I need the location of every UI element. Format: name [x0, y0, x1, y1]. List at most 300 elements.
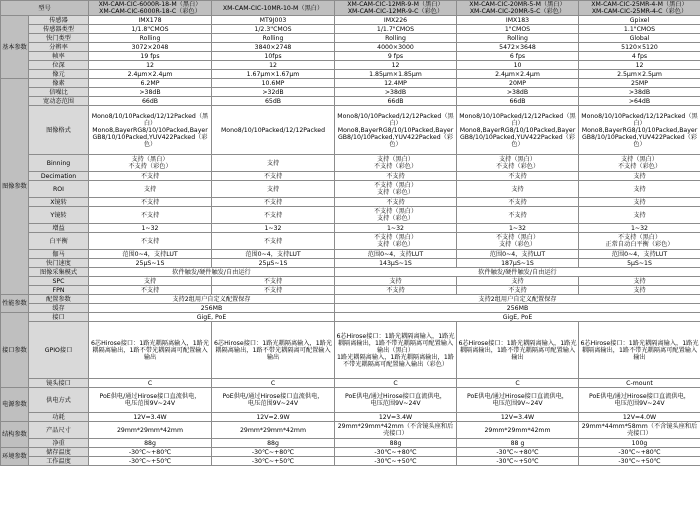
param-value-cell: [579, 439, 700, 448]
param-value-cell: [335, 439, 457, 448]
param-value-cell: [212, 88, 335, 97]
spec-row: [1, 388, 700, 413]
spec-row: [1, 181, 700, 198]
param-value: 电压范围9V~24V: [124, 400, 176, 407]
param-label: 帧率: [29, 52, 89, 61]
param-value-cell: [457, 413, 579, 422]
param-value-cell: [457, 106, 579, 155]
param-value: C: [393, 379, 398, 387]
param-value-cell: [89, 277, 212, 286]
param-label: FPN: [29, 286, 89, 295]
param-value: 88g: [267, 439, 279, 447]
param-value: 不支持: [140, 172, 160, 180]
param-value-cell: [457, 422, 579, 439]
param-value-cell: [335, 88, 457, 97]
model-header-cell: [212, 1, 335, 16]
param-value: PoE供电/通过Hirose接口直流供电，: [222, 393, 324, 400]
param-value: 6芯Hirose接口：1路光耦隔离输入，1路光耦隔离输出，1路不带光耦隔离可配置输入输出: [90, 339, 210, 361]
param-value: 支持: [633, 185, 646, 193]
param-value-cell: [579, 379, 700, 388]
spec-table-body: [1, 1, 700, 466]
param-value: 不支持（彩色）: [373, 163, 418, 170]
model-name: XM-CAM-CIC-6000R-18-M（黑白）: [98, 1, 202, 8]
param-value: IMX226: [383, 16, 408, 24]
param-label: 快门速度: [29, 259, 89, 268]
param-value: 10: [513, 61, 522, 69]
param-value-cell: [335, 97, 457, 106]
param-value: 支持: [511, 185, 524, 193]
param-value-cell: [212, 277, 335, 286]
param-value-cell: [335, 61, 457, 70]
param-value-cell: [579, 16, 700, 25]
param-value-cell: [212, 322, 335, 379]
param-value-cell: [335, 295, 700, 304]
param-value-cell: [457, 43, 579, 52]
param-value-cell: [457, 224, 579, 233]
param-value-cell: [457, 88, 579, 97]
model-header-label: 型号: [1, 1, 89, 16]
param-value: >38dB: [628, 88, 651, 96]
param-value: Mono8/10/10Packed/12/12Packed（黑白）: [581, 112, 698, 127]
param-value: 不支持（黑白）: [617, 234, 662, 241]
param-value: 29mm*44mm*58mm（不含镜头座和后壳接口）: [581, 423, 698, 437]
spec-row: [1, 250, 700, 259]
spec-row: [1, 286, 700, 295]
param-value-cell: [457, 259, 579, 268]
param-value: 19 fps: [140, 52, 160, 60]
param-value-cell: [89, 322, 212, 379]
param-value: 支持（黑白）: [498, 156, 537, 163]
param-label: X镜转: [29, 198, 89, 207]
param-value: PoE供电/通过Hirose接口直流供电，: [589, 393, 690, 400]
param-value: 1~32: [141, 224, 159, 232]
spec-row: [1, 259, 700, 268]
param-value-cell: [579, 413, 700, 422]
spec-row: [1, 304, 700, 313]
param-value-cell: [335, 259, 457, 268]
spec-row: [1, 16, 700, 25]
param-value: >38dB: [384, 88, 407, 96]
param-value: 不支持: [140, 286, 160, 294]
param-value-cell: [335, 224, 457, 233]
param-value-cell: [457, 388, 579, 413]
param-value: 1~32: [509, 224, 526, 232]
param-value: 66dB: [141, 97, 159, 105]
param-value-cell: [212, 106, 335, 155]
param-value: 65dB: [264, 97, 282, 105]
param-value: 不支持: [386, 198, 405, 206]
param-value-cell: [212, 61, 335, 70]
spec-row: [1, 422, 700, 439]
param-value: >64dB: [628, 97, 651, 105]
param-value: 6芯Hirose接口：1路光耦隔离输入，1路光耦隔离输出，1路不带光耦隔离可配置输入输出: [213, 339, 333, 361]
param-value: 不支持: [508, 211, 527, 219]
param-value: 1/1.7"CMOS: [376, 25, 415, 33]
section-category: 电源参数: [1, 388, 29, 422]
param-value: 12: [269, 61, 277, 69]
section-category: 环境参数: [1, 448, 29, 466]
param-value: -30℃~+50℃: [618, 457, 661, 465]
param-value-cell: [335, 304, 700, 313]
param-value-cell: [89, 313, 335, 322]
spec-row: [1, 70, 700, 79]
param-value-cell: [89, 43, 212, 52]
param-value: 不支持: [263, 277, 283, 285]
param-value: 支持: [633, 198, 646, 206]
param-label: 储存温度: [29, 448, 89, 457]
param-value-cell: [335, 379, 457, 388]
param-value: 支持: [266, 185, 280, 193]
param-value-cell: [579, 322, 700, 379]
spec-row: [1, 155, 700, 172]
spec-row: [1, 413, 700, 422]
param-value: PoE供电/通过Hirose接口直流供电，: [345, 393, 446, 400]
param-value: 1~32: [631, 224, 648, 232]
param-value-cell: [212, 224, 335, 233]
param-value-cell: [579, 106, 700, 155]
param-value: -30℃~+80℃: [251, 448, 295, 456]
param-value: 不支持（黑白）: [373, 208, 418, 215]
param-value: 1~32: [264, 224, 282, 232]
param-value: 支持（彩色）: [376, 215, 415, 222]
param-value-cell: [579, 277, 700, 286]
param-value-cell: [212, 448, 335, 457]
param-value-cell: [335, 277, 457, 286]
param-value-cell: [335, 198, 457, 207]
model-name: XM-CAM-CIC-25MR-4-C（彩色）: [591, 8, 688, 15]
param-value-cell: [457, 25, 579, 34]
param-value: MT9J003: [259, 16, 287, 24]
param-value-cell: [457, 277, 579, 286]
param-value: 不支持（黑白）: [373, 234, 418, 241]
param-value: >32dB: [262, 88, 284, 96]
param-value-cell: [579, 25, 700, 34]
param-value: Gpixel: [629, 16, 650, 24]
param-value: 1路光耦隔离输入，1路光耦隔离输出，1路不带光耦隔离可配置输入输出（彩色）: [337, 353, 454, 368]
param-label: 产品尺寸: [29, 422, 89, 439]
param-value-cell: [89, 224, 212, 233]
model-header-cell: [335, 1, 457, 16]
param-label: Y镜转: [29, 207, 89, 224]
param-value-cell: [212, 43, 335, 52]
param-value-cell: [579, 457, 700, 466]
model-name: XM-CAM-CIC-6000R-18-C（彩色）: [99, 8, 201, 15]
param-value-cell: [335, 181, 457, 198]
param-value: 25μS~1S: [258, 259, 288, 267]
spec-row: [1, 313, 700, 322]
model-header-cell: [89, 1, 212, 16]
param-value-cell: [335, 233, 457, 250]
param-value: 187μS~1S: [501, 259, 534, 267]
param-value: PoE供电/通过Hirose接口直流供电，: [99, 393, 201, 400]
param-value-cell: [335, 52, 457, 61]
param-value: 12V=2.9W: [256, 413, 290, 421]
param-value-cell: [212, 79, 335, 88]
param-value-cell: [579, 97, 700, 106]
param-value: GigE, PoE: [502, 313, 533, 321]
param-value: 1/2.3"CMOS: [254, 25, 292, 33]
param-value-cell: [212, 250, 335, 259]
param-value-cell: [335, 155, 457, 172]
param-value-cell: [212, 422, 335, 439]
param-value: >38dB: [506, 88, 529, 96]
param-value-cell: [579, 70, 700, 79]
param-value: -30℃~+80℃: [496, 448, 539, 456]
param-value-cell: [335, 207, 457, 224]
param-value-cell: [89, 172, 212, 181]
param-value-cell: [89, 233, 212, 250]
param-value-cell: [89, 88, 212, 97]
param-value-cell: [457, 439, 579, 448]
param-value: 1/1.8"CMOS: [131, 25, 169, 33]
param-value: 软件触发/硬件触发/自由运行: [172, 268, 251, 276]
param-value-cell: [89, 198, 212, 207]
param-value: 1.67μm×1.67μm: [246, 70, 300, 78]
param-value-cell: [335, 422, 457, 439]
param-value: 66dB: [387, 97, 404, 105]
spec-row: [1, 277, 700, 286]
param-value: 6芯Hirose接口：1路光耦隔离输入，1路光耦隔离输出，1路不带光耦隔离可配置输入输出: [580, 339, 699, 361]
param-value-cell: [579, 88, 700, 97]
param-value: 256MB: [200, 304, 223, 312]
param-value: 不支持（彩色）: [128, 163, 172, 170]
param-value: 2.4μm×2.4μm: [495, 70, 540, 78]
param-value: 12: [391, 61, 400, 69]
param-value: 不支持（黑白）: [373, 182, 418, 189]
param-value-cell: [89, 379, 212, 388]
param-label: 供电方式: [29, 388, 89, 413]
param-value-cell: [212, 97, 335, 106]
param-value-cell: [335, 286, 457, 295]
param-label: 增益: [29, 224, 89, 233]
param-value-cell: [212, 259, 335, 268]
param-value-cell: [212, 155, 335, 172]
param-value-cell: [89, 304, 335, 313]
param-value: 5120×5120: [621, 43, 658, 51]
param-value-cell: [89, 181, 212, 198]
section-category: 性能参数: [1, 295, 29, 313]
param-value: 支持2组用户自定义配置保存: [478, 295, 557, 303]
model-name: XM-CAM-CIC-12MR-9-M（黑白）: [347, 1, 444, 8]
param-value: -30℃~+50℃: [374, 457, 417, 465]
param-value-cell: [335, 313, 700, 322]
param-value-cell: [89, 106, 212, 155]
param-value-cell: [457, 207, 579, 224]
param-value-cell: [335, 172, 457, 181]
spec-row: [1, 457, 700, 466]
param-label: 像元: [29, 70, 89, 79]
param-value-cell: [212, 52, 335, 61]
param-value: 正常自动白平衡（彩色）: [605, 241, 674, 248]
param-value: 支持: [633, 286, 646, 294]
param-value: 电压范围9V~24V: [492, 400, 543, 407]
param-value: 支持: [633, 172, 646, 180]
param-value: 29mm*29mm*42mm: [240, 426, 306, 434]
param-value: PoE供电/通过Hirose接口直流供电，: [467, 393, 568, 400]
param-value: C-mount: [626, 379, 653, 387]
param-value: 1.1"CMOS: [623, 25, 656, 33]
param-value: 12V=4.0W: [622, 413, 657, 421]
param-value: 88 g: [510, 439, 525, 447]
param-value-cell: [212, 388, 335, 413]
param-value: Global: [629, 34, 650, 42]
param-value: 电压范围9V~24V: [247, 400, 299, 407]
param-label: 像素: [29, 79, 89, 88]
spec-row: [1, 322, 700, 379]
param-value-cell: [457, 379, 579, 388]
param-value: 10.6MP: [261, 79, 285, 87]
param-value-cell: [335, 457, 457, 466]
param-value: C: [270, 379, 276, 387]
param-value-cell: [212, 34, 335, 43]
param-label: 接口: [29, 313, 89, 322]
param-value: 5472×3648: [499, 43, 536, 51]
param-value: 范围0~4，支持LUT: [245, 250, 301, 258]
param-value-cell: [89, 413, 212, 422]
param-value: 2.5μm×2.5μm: [617, 70, 662, 78]
param-value: 支持: [266, 159, 280, 167]
param-value: 支持（黑白）: [376, 156, 415, 163]
param-value-cell: [89, 79, 212, 88]
param-value: 支持（黑白）: [131, 156, 169, 163]
param-value: 范围0~4，支持LUT: [367, 250, 424, 258]
header-row: [1, 1, 700, 16]
param-value-cell: [457, 79, 579, 88]
param-value-cell: [457, 70, 579, 79]
param-value-cell: [89, 155, 212, 172]
param-value-cell: [579, 250, 700, 259]
param-value: 256MB: [506, 304, 529, 312]
param-value-cell: [89, 52, 212, 61]
param-value: 2.4μm×2.4μm: [127, 70, 173, 78]
param-value-cell: [457, 61, 579, 70]
param-value: 6芯Hirose接口：1路光耦隔离输入，1路光耦隔离输出，1路不带光耦隔离可配置输入输出（黑白）: [336, 332, 455, 354]
param-value-cell: [335, 322, 457, 379]
param-value-cell: [579, 224, 700, 233]
param-value-cell: [335, 43, 457, 52]
param-value: Rolling: [385, 34, 406, 42]
param-value: 支持: [633, 277, 646, 285]
param-label: 宽动态范围: [29, 97, 89, 106]
param-value-cell: [212, 16, 335, 25]
param-value-cell: [579, 422, 700, 439]
param-value: -30℃~+50℃: [251, 457, 295, 465]
spec-row: [1, 106, 700, 155]
param-value-cell: [579, 52, 700, 61]
param-value: 29mm*29mm*42mm: [117, 426, 183, 434]
param-value: 5μS~1S: [627, 259, 652, 267]
param-value-cell: [89, 295, 335, 304]
spec-row: [1, 34, 700, 43]
param-value-cell: [579, 259, 700, 268]
param-value: IMX183: [505, 16, 530, 24]
param-value: -30℃~+50℃: [496, 457, 539, 465]
param-value-cell: [457, 181, 579, 198]
param-label: 白平衡: [29, 233, 89, 250]
param-value: 12: [146, 61, 154, 69]
param-value: 不支持（黑白）: [495, 234, 540, 241]
param-value: 不支持: [508, 198, 527, 206]
param-value-cell: [89, 259, 212, 268]
param-value-cell: [212, 439, 335, 448]
spec-row: [1, 233, 700, 250]
param-value-cell: [89, 34, 212, 43]
spec-row: [1, 268, 700, 277]
param-label: 位深: [29, 61, 89, 70]
param-label: Binning: [29, 155, 89, 172]
section-category: 接口参数: [1, 313, 29, 388]
model-name: XM-CAM-CIC-10MR-10-M（黑白）: [222, 4, 324, 12]
param-value-cell: [579, 181, 700, 198]
param-value-cell: [335, 16, 457, 25]
param-value: 1"CMOS: [504, 25, 531, 33]
param-value-cell: [89, 97, 212, 106]
param-value-cell: [335, 448, 457, 457]
param-label: Decimation: [29, 172, 89, 181]
param-value: 支持（彩色）: [498, 241, 537, 248]
param-label: 伽马: [29, 250, 89, 259]
param-value: 6.2MP: [140, 79, 160, 87]
param-label: 工作温度: [29, 457, 89, 466]
param-value: 不支持: [508, 172, 527, 180]
spec-row: [1, 439, 700, 448]
param-value: 6芯Hirose接口：1路光耦隔离输入，1路光耦隔离输出，1路不带光耦隔离可配置输入输出: [458, 339, 577, 361]
param-value-cell: [335, 250, 457, 259]
param-value: 25MP: [631, 79, 648, 87]
param-value: 不支持: [263, 198, 283, 206]
param-label: 镜头接口: [29, 379, 89, 388]
param-value: Mono8/10/10Packed/12/12Packed（黑白）: [459, 112, 576, 127]
param-value-cell: [212, 181, 335, 198]
param-value: 支持（彩色）: [376, 189, 415, 196]
param-value: Mono8,BayerRG8/10/10Packed,BayerGB8/10/10Packed,YUV422Packed（彩色）: [92, 126, 208, 148]
param-value: 29mm*29mm*42mm: [484, 426, 551, 434]
param-value: 不支持（彩色）: [617, 163, 662, 170]
param-value-cell: [457, 16, 579, 25]
param-value-cell: [335, 413, 457, 422]
param-value: Mono8,BayerRG8/10/10Packed,BayerGB8/10/10Packed,YUV422Packed（彩色）: [581, 126, 698, 148]
param-value-cell: [212, 233, 335, 250]
spec-row: [1, 224, 700, 233]
model-name: XM-CAM-CIC-20MR-5-C（彩色）: [469, 8, 566, 15]
param-label: GPIO接口: [29, 322, 89, 379]
model-name: XM-CAM-CIC-20MR-5-M（黑白）: [469, 1, 566, 8]
param-value: 3072×2048: [131, 43, 169, 51]
param-value: 12.4MP: [384, 79, 407, 87]
param-value: 25μS~1S: [135, 259, 165, 267]
param-value-cell: [212, 172, 335, 181]
param-value-cell: [212, 198, 335, 207]
param-value-cell: [89, 286, 212, 295]
param-value: Mono8,BayerRG8/10/10Packed,BayerGB8/10/10Packed,YUV422Packed（彩色）: [459, 126, 576, 148]
param-value-cell: [579, 448, 700, 457]
param-value: 3840×2748: [254, 43, 292, 51]
param-value: Mono8,BayerRG8/10/10Packed,BayerGB8/10/10Packed,YUV422Packed（彩色）: [337, 126, 454, 148]
param-label: 功耗: [29, 413, 89, 422]
param-label: SPC: [29, 277, 89, 286]
param-value: 4000×3000: [377, 43, 414, 51]
param-value: Mono8/10/10Packed/12/12Packed（黑白）: [91, 112, 209, 127]
param-label: 图像格式: [29, 106, 89, 155]
param-value-cell: [457, 52, 579, 61]
param-value-cell: [335, 388, 457, 413]
param-value: 不支持: [263, 237, 283, 245]
param-value-cell: [457, 250, 579, 259]
param-value: 12V=3.4W: [133, 413, 167, 421]
section-category: 结构参数: [1, 422, 29, 448]
spec-row: [1, 25, 700, 34]
param-value-cell: [457, 34, 579, 43]
